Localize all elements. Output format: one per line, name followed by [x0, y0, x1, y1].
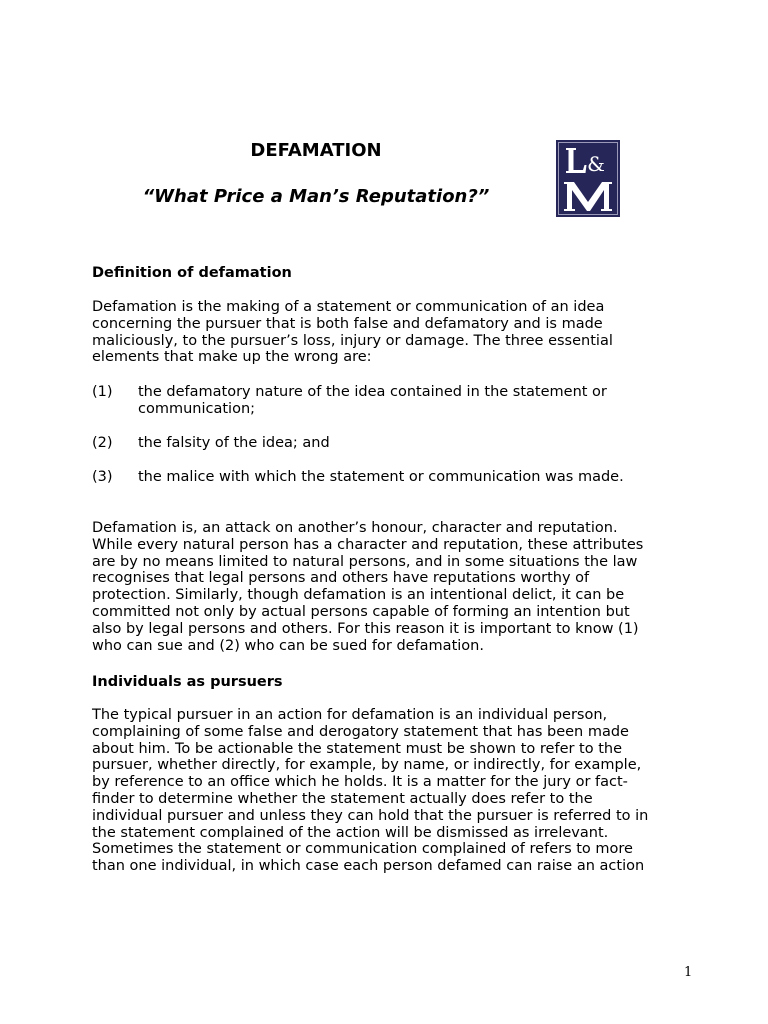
text-line: the defamatory nature of the idea contained in the statement or: [138, 384, 607, 400]
text-line: the falsity of the idea; and: [138, 435, 330, 451]
text-line: the malice with which the statement or communication was made.: [138, 469, 624, 485]
text-line: elements that make up the wrong are:: [92, 349, 372, 366]
text-line: Defamation is, an attack on another’s honour, character and reputation.: [92, 520, 618, 536]
text-line: recognises that legal persons and others have reputations worthy of: [92, 570, 590, 587]
list-item-text: [138, 469, 624, 486]
text-line: While every natural person has a character and reputation, these attributes: [92, 536, 644, 553]
text-line: committed not only by actual persons capable of forming an intention but: [92, 603, 630, 620]
document-title: DEFAMATION: [250, 140, 382, 161]
text-line: communication;: [138, 400, 256, 417]
list-item-number: (1): [92, 384, 113, 400]
text-line: finder to determine whether the statement actually does refer to the: [92, 790, 593, 807]
text-line: the statement complained of the action will be dismissed as irrelevant.: [92, 824, 609, 841]
text-line: than one individual, in which case each person defamed can raise an action: [92, 858, 645, 875]
paragraph-attack: [92, 520, 702, 654]
text-line: are by no means limited to natural persons, and in some situations the law: [92, 553, 638, 570]
page-number: 1: [684, 965, 693, 980]
list-item-text: [138, 435, 330, 452]
text-line: about him. To be actionable the statement must be shown to refer to the: [92, 740, 623, 757]
text-line: concerning the pursuer that is both false and defamatory and is made: [92, 315, 603, 332]
text-line: The typical pursuer in an action for defamation is an individual person,: [92, 707, 608, 723]
text-line: Defamation is the making of a statement or communication of an idea: [92, 299, 605, 315]
text-line: complaining of some false and derogatory statement that has been made: [92, 723, 629, 740]
text-line: by reference to an office which he holds. It is a matter for the jury or fact-: [92, 774, 628, 791]
document-subtitle: “What Price a Man’s Reputation?”: [142, 186, 490, 207]
text-line: maliciously, to the pursuer’s loss, injury or damage. The three essential: [92, 332, 613, 349]
text-line: pursuer, whether directly, for example, by name, or indirectly, for example,: [92, 757, 642, 774]
l-and-m-logo-icon: [556, 140, 620, 217]
section-heading-definition: Definition of defamation: [92, 265, 292, 281]
list-item-number: (3): [92, 469, 113, 485]
list-item-text: [138, 384, 607, 418]
svg-text:&: &: [587, 152, 605, 176]
paragraph-individuals: [92, 707, 702, 875]
text-line: protection. Similarly, though defamation is an intentional delict, it can be: [92, 587, 625, 604]
paragraph-definition: [92, 299, 702, 366]
text-line: who can sue and (2) who can be sued for defamation.: [92, 637, 484, 654]
text-line: Sometimes the statement or communication complained of refers to more: [92, 841, 633, 858]
text-line: also by legal persons and others. For this reason it is important to know (1): [92, 620, 639, 637]
list-item-number: (2): [92, 435, 113, 451]
text-line: individual pursuer and unless they can hold that the pursuer is referred to in: [92, 807, 649, 824]
section-heading-individuals: Individuals as pursuers: [92, 674, 283, 690]
